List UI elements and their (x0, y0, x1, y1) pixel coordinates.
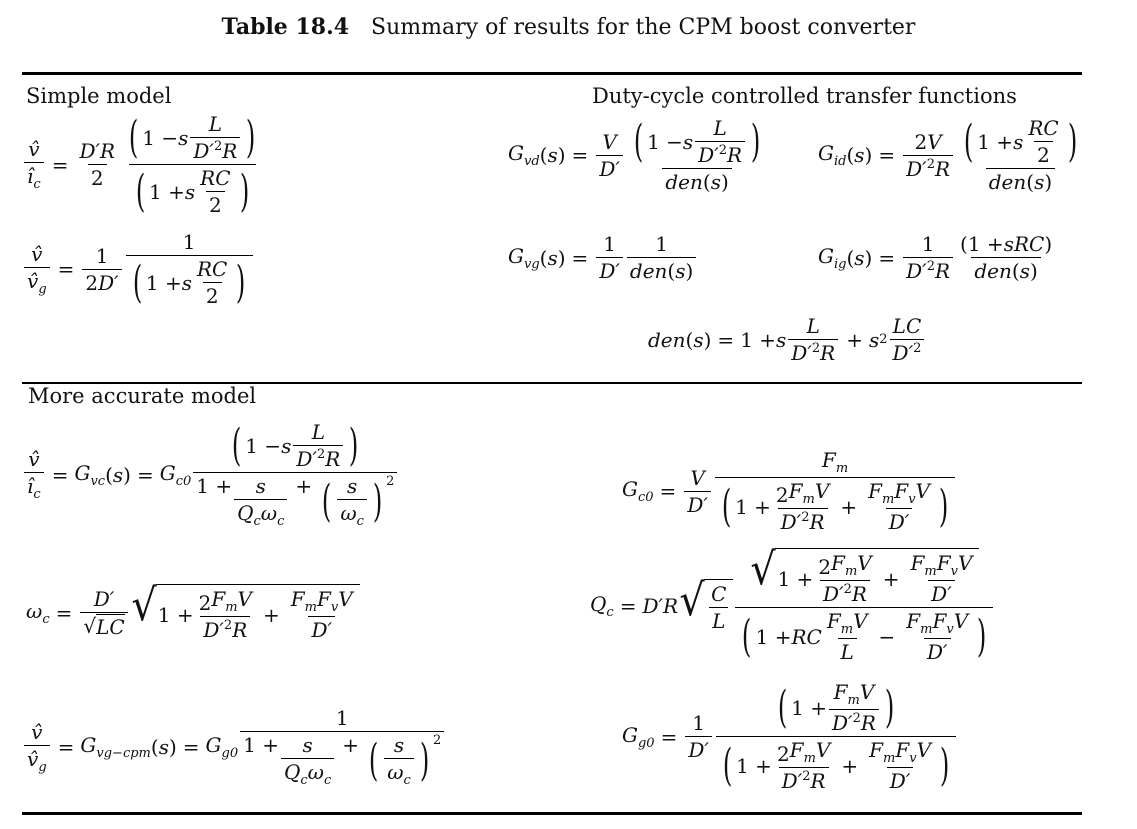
eq-gig: $G_{ig}$ ( s ) = 1 D′ $^2$ R (1 + sRC ) den ( s ) (818, 232, 1053, 283)
eq-gg0: $G_{g0}$ = $\frac{1}{D'}$ ( 1 + $F_mV$ D′ $^2$ R ) ( 1 + 2 $F_mV$ D′ $^2$ R + $\frac{F_mF_vV}{D'}$ ) (622, 680, 958, 793)
table-label: Table 18.4 (221, 14, 350, 40)
eq-qc: $Q_c$ = D′R √ $\frac{C}{L}$ √ 1 + 2 $F_mV$ D′ $^2$ R + $\frac{F_mF_vV}{D'}$ ( 1 + RC $\frac{F_mV}{L}$ − $\frac{F_mF_vV}{D'}$ ) (590, 548, 995, 664)
eq-gvg: $G_{vg}$ ( s ) = $\frac{1}{D'}$ 1 den ( s ) (508, 232, 698, 283)
eq-omega-c: $\omega_c$ = D′ √ LC √ 1 + 2 $F_mV$ D′ $^2$ R + $\frac{F_mF_vV}{D'}$ (26, 584, 360, 642)
eq-gid: $G_{id}$ ( s ) = 2 V D′ $^2$ R ( 1 + s $\frac{RC}{2}$ ) den ( s ) (818, 115, 1078, 194)
accurate-model-heading: More accurate model (28, 384, 257, 408)
duty-cycle-heading: Duty-cycle controlled transfer functions (592, 84, 1017, 108)
eq-gvc: $\frac{v̂}{î_c}$ = $G_{vc}$ ( s ) = $G_{c0}$ ( 1 − s L D′ $^2$ R ) 1 + $\frac{s}{Q_c\omega_c}$ + ( $\frac{s}{\omega_c}$ ) $^2$ (22, 420, 399, 529)
top-rule (22, 72, 1082, 75)
simple-model-heading: Simple model (26, 84, 172, 108)
bottom-rule (22, 812, 1082, 815)
table-title: Summary of results for the CPM boost converter (371, 15, 916, 40)
eq-gvd: $G_{vd}$ ( s ) = $\frac{V}{D'}$ ( 1 − s L D′ $^2$ R ) den ( s ) (508, 115, 761, 194)
eq-gc0: $G_{c0}$ = $\frac{V}{D'}$ $F_m$ ( 1 + 2 $F_mV$ D′ $^2$ R + $\frac{F_mF_vV}{D'}$ ) (622, 448, 957, 534)
eq-gvg-cpm: $\frac{v̂}{v̂_g}$ = $G_{vg-cpm}$ ( s ) = $G_{g0}$ 1 1 + $\frac{s}{Q_c\omega_c}$ + ( $\frac{s}{\omega_c}$ ) $^2$ (22, 706, 446, 788)
eq-den: den ( s ) = 1 + s L D′ $^2$ R + s 2 LC D′ $^2$ (648, 314, 926, 365)
table-caption (0, 14, 1137, 40)
eq-simple-v-over-ic: $\frac{v̂}{î_c}$ = $\frac{D'R}{2}$ ( 1 − s L D′ $^2$ R ) ( 1 + s $\frac{RC}{2}$ ) (22, 112, 264, 217)
eq-simple-v-over-vg: $\frac{v̂}{v̂_g}$ = 1 2 D′ 1 ( 1 + s $\frac{RC}{2}$ ) (22, 230, 255, 308)
